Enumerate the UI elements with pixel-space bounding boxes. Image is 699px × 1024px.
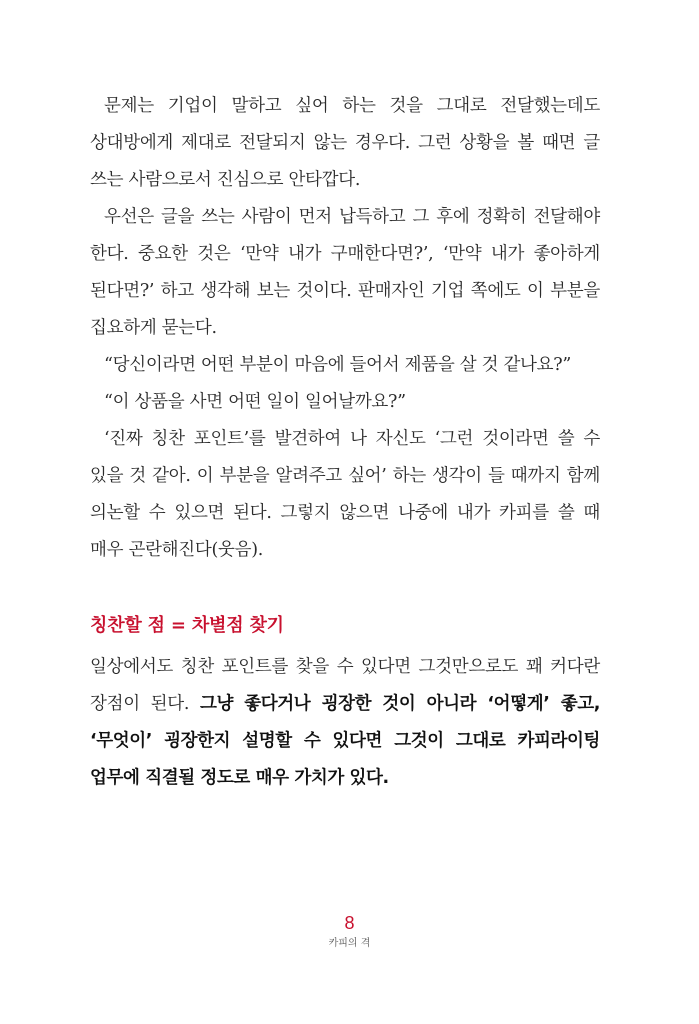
section-paragraph-emphasis: 그냥 좋다거나 굉장한 것이 아니라 ‘어떻게’ 좋고, ‘무엇이’ 굉장한지 설명할 수 있다면 그것이 그대로 카피라이팅 업무에 직결될 정도로 매우 가치가 있다. xyxy=(90,694,600,788)
page-content xyxy=(90,88,600,797)
book-title: 카피의 격 xyxy=(328,938,371,949)
section-paragraph-normal: 일상에서도 칭찬 포인트를 찾을 수 있다면 그것만으로도 꽤 커다란 장점이 된다. xyxy=(90,657,600,714)
body-paragraph-3: ‘진짜 칭찬 포인트’를 발견하여 나 자신도 ‘그런 것이라면 쓸 수 있을 것 같아. 이 부분을 알려주고 싶어’ 하는 생각이 들 때까지 함께 의논할 수 있으면 된다. 그렇지 않으면 나중에 내가 카피를 쓸 때 매우 곤란해진다(웃음). xyxy=(90,429,600,560)
quote-2: “이 상품을 사면 어떤 일이 일어날까요?” xyxy=(104,392,406,412)
page-number: 8 xyxy=(344,913,355,933)
body-paragraph-1: 문제는 기업이 말하고 싶어 하는 것을 그대로 전달했는데도 상대방에게 제대로 전달되지 않는 경우다. 그런 상황을 볼 때면 글 쓰는 사람으로서 진심으로 안타깝다. xyxy=(90,96,600,190)
quote-1: “당신이라면 어떤 부분이 마음에 들어서 제품을 살 것 같나요?” xyxy=(104,355,571,375)
section-paragraph xyxy=(90,649,600,797)
page-footer xyxy=(0,912,699,952)
body-paragraph-2: 우선은 글을 쓰는 사람이 먼저 납득하고 그 후에 정확히 전달해야 한다. 중요한 것은 ‘만약 내가 구매한다면?’, ‘만약 내가 좋아하게 된다면?’ 하고 생각해 보는 것이다. 판매자인 기업 쪽에도 이 부분을 집요하게 묻는다. xyxy=(90,207,600,338)
section-heading: 칭찬할 점 = 차별점 찾기 xyxy=(90,615,284,636)
